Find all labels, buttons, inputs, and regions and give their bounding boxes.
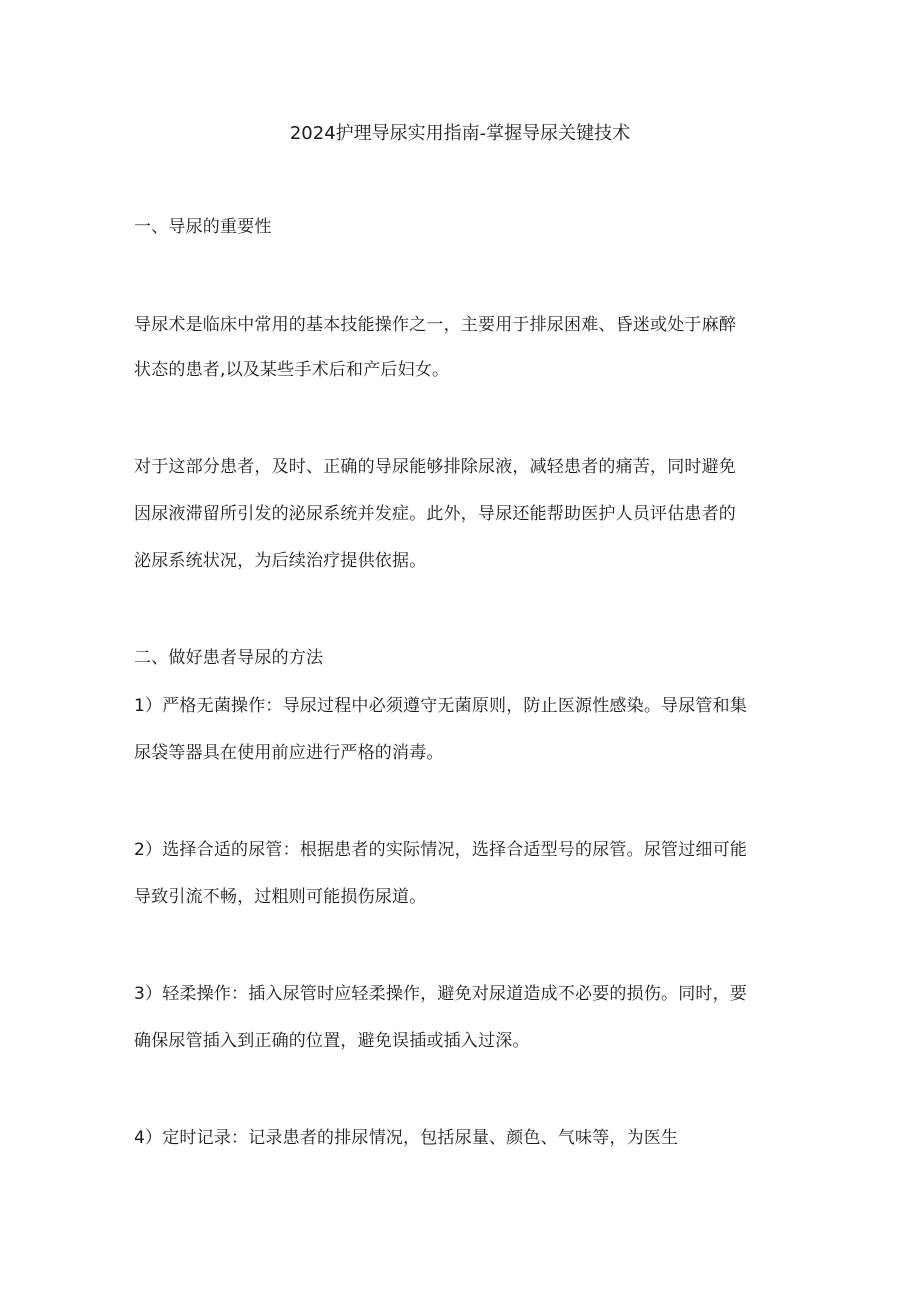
document-title: 2024护理导尿实用指南-掌握导尿关键技术 [289,123,631,144]
paragraph-line: 泌尿系统状况，为后续治疗提供依据。 [134,551,427,571]
list-item-line: 确保尿管插入到正确的位置，避免误插或插入过深。 [134,1031,530,1051]
list-item-line: 尿袋等器具在使用前应进行严格的消毒。 [134,743,444,763]
list-item-line: 3）轻柔操作：插入尿管时应轻柔操作，避免对尿道造成不必要的损伤。同时，要 [134,984,748,1004]
list-item-line: 4）定时记录：记录患者的排尿情况，包括尿量、颜色、气味等，为医生 [134,1128,679,1148]
paragraph-line: 对于这部分患者，及时、正确的导尿能够排除尿液，减轻患者的痛苦，同时避免 [134,457,736,477]
paragraph-line: 导尿术是临床中常用的基本技能操作之一，主要用于排尿困难、昏迷或处于麻醉 [134,315,736,335]
paragraph-line: 因尿液滞留所引发的泌尿系统并发症。此外，导尿还能帮助医护人员评估患者的 [134,504,736,524]
paragraph-line: 状态的患者,以及某些手术后和产后妇女。 [134,360,450,380]
list-item-line: 1）严格无菌操作：导尿过程中必须遵守无菌原则，防止医源性感染。导尿管和集 [134,696,748,716]
list-item-line: 2）选择合适的尿管：根据患者的实际情况，选择合适型号的尿管。尿管过细可能 [134,840,748,860]
list-item-line: 导致引流不畅，过粗则可能损伤尿道。 [134,887,427,907]
section-heading-importance: 一、导尿的重要性 [134,217,272,237]
section-heading-methods: 二、做好患者导尿的方法 [134,648,324,668]
